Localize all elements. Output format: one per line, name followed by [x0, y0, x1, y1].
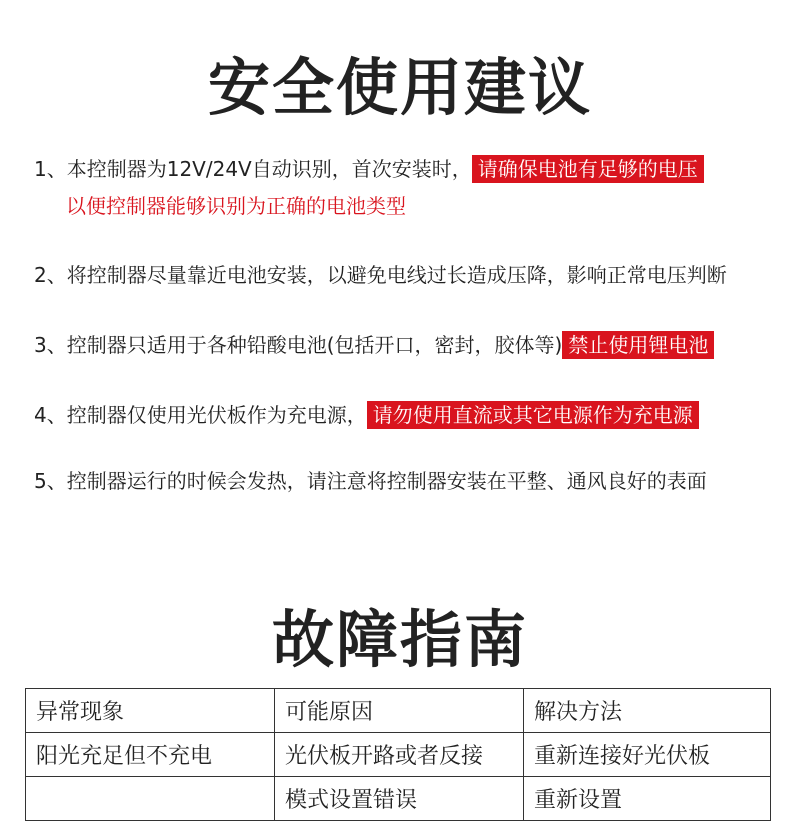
table-cell	[26, 777, 275, 821]
fault-table	[25, 688, 771, 821]
table-row	[26, 777, 771, 821]
item-number: 5、	[34, 469, 67, 493]
table-cell: 重新设置	[524, 777, 771, 821]
header-cell: 异常现象	[26, 689, 275, 733]
safety-item-2	[34, 260, 727, 290]
table-cell: 模式设置错误	[275, 777, 524, 821]
safety-title: 安全使用建议	[207, 51, 592, 124]
item-number: 2、	[34, 263, 67, 287]
table-cell: 光伏板开路或者反接	[275, 733, 524, 777]
header-cell: 可能原因	[275, 689, 524, 733]
table-cell: 重新连接好光伏板	[524, 733, 771, 777]
table-cell: 阳光充足但不充电	[26, 733, 275, 777]
safety-item-3	[34, 330, 714, 360]
item-number: 1、	[34, 157, 67, 181]
safety-item-1	[34, 154, 704, 184]
safety-item-5	[34, 466, 707, 496]
safety-item-1-continuation: 以便控制器能够识别为正确的电池类型	[66, 194, 406, 218]
item-text: 本控制器为12V/24V自动识别，首次安装时，	[66, 157, 472, 181]
table-row	[26, 733, 771, 777]
table-header-row	[26, 689, 771, 733]
header-cell: 解决方法	[524, 689, 771, 733]
item-text: 将控制器尽量靠近电池安装，以避免电线过长造成压降，影响正常电压判断	[66, 263, 727, 287]
item-number: 4、	[34, 403, 67, 427]
fault-title: 故障指南	[271, 603, 528, 676]
item-highlight: 请勿使用直流或其它电源作为充电源	[367, 401, 699, 429]
item-text: 控制器运行的时候会发热，请注意将控制器安装在平整、通风良好的表面	[66, 469, 707, 493]
item-highlight: 请确保电池有足够的电压	[472, 155, 704, 183]
item-number: 3、	[34, 333, 67, 357]
item-highlight: 禁止使用锂电池	[562, 331, 714, 359]
safety-item-4	[34, 400, 699, 430]
item-text: 控制器只适用于各种铅酸电池(包括开口，密封，胶体等)	[66, 333, 563, 357]
item-text: 控制器仅使用光伏板作为充电源，	[66, 403, 367, 427]
